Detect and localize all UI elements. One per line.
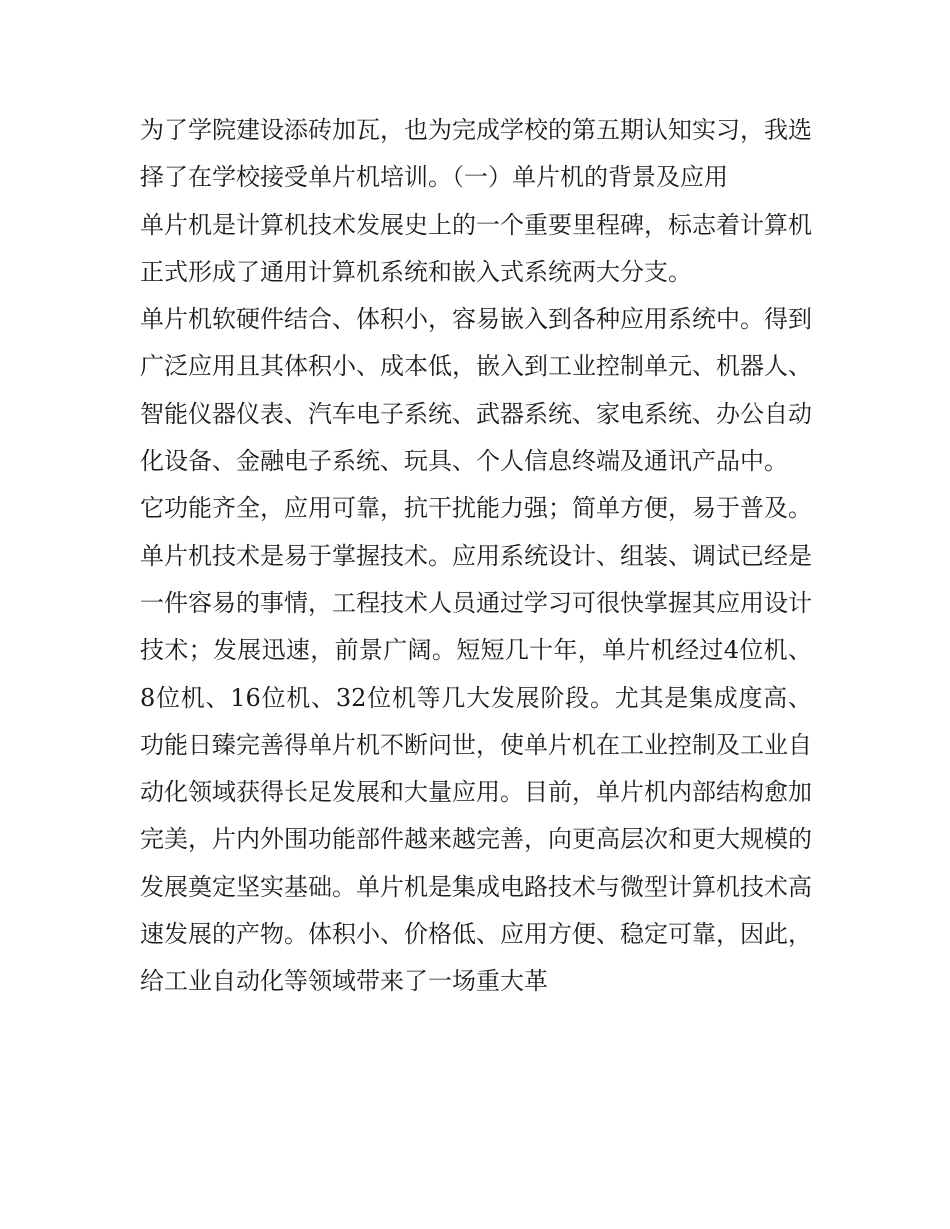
document-body <box>140 107 812 1006</box>
paragraph-intro: 为了学院建设添砖加瓦，也为完成学校的第五期认知实习，我选择了在学校接受单片机培训。（一）单片机的背景及应用 <box>140 116 812 192</box>
paragraph-applications: 单片机软硬件结合、体积小，容易嵌入到各种应用系统中。得到广泛应用且其体积小、成本低，嵌入到工业控制单元、机器人、智能仪器仪表、汽车电子系统、武器系统、家电系统、办公自动化设备、金融电子系统、玩具、个人信息终端及通讯产品中。 <box>140 305 812 476</box>
paragraph-features: 它功能齐全，应用可靠，抗干扰能力强；简单方便，易于普及。单片机技术是易于掌握技术。应用系统设计、组装、调试已经是一件容易的事情，工程技术人员通过学习可很快掌握其应用设计技术；发展迅速，前景广阔。短短几十年，单片机经过4位机、8位机、16位机、32位机等几大发展阶段。尤其是集成度高、功能日臻完善得单片机不断问世，使单片机在工业控制及工业自动化领域获得长足发展和大量应用。目前，单片机内部结构愈加完美，片内外围功能部件越来越完善，向更高层次和更大规模的发展奠定坚实基础。单片机是集成电路技术与微型计算机技术高速发展的产物。体积小、价格低、应用方便、稳定可靠，因此，给工业自动化等领域带来了一场重大革 <box>140 494 812 996</box>
paragraph-milestone: 单片机是计算机技术发展史上的一个重要里程碑，标志着计算机正式形成了通用计算机系统和嵌入式系统两大分支。 <box>140 210 812 286</box>
